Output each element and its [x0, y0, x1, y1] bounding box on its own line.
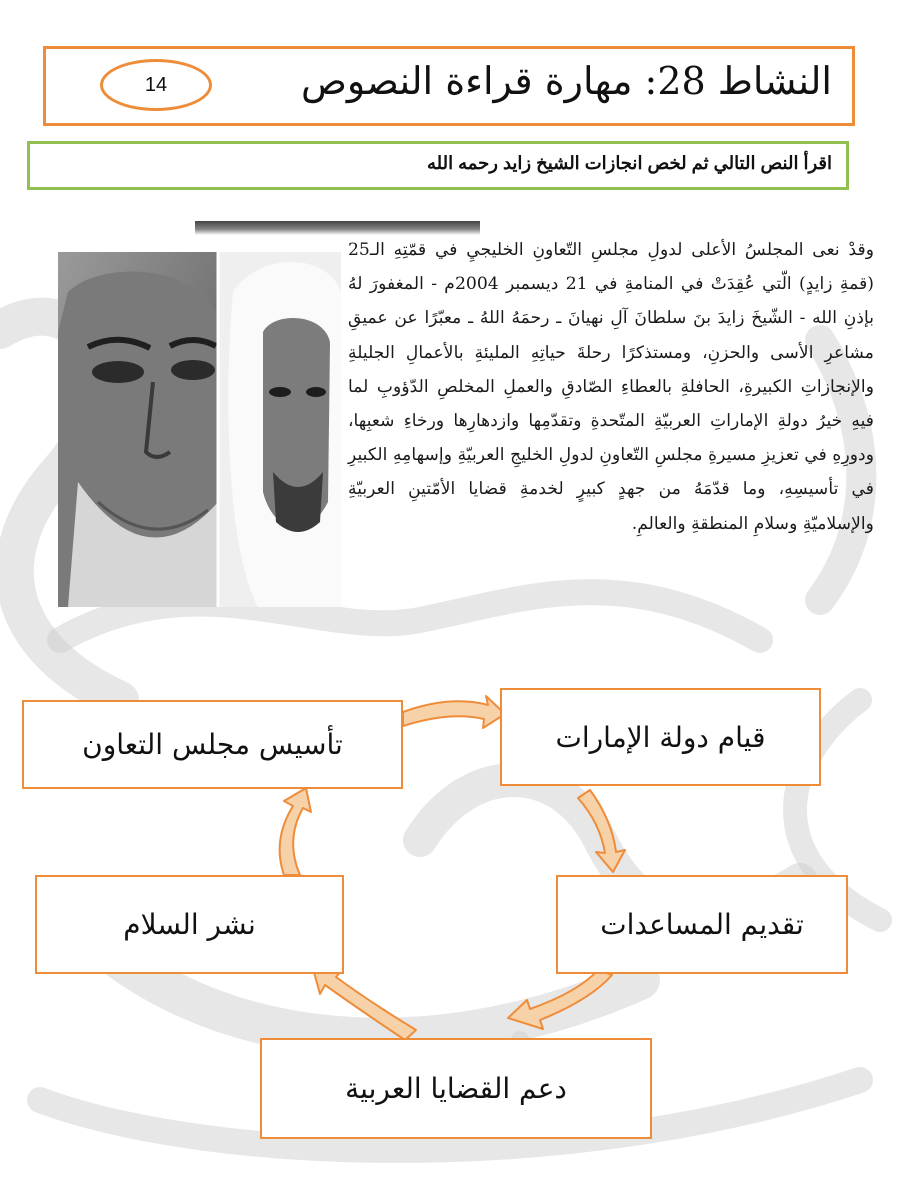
arrow-left-lower [312, 965, 416, 1040]
cycle-box-founding-gcc [22, 700, 403, 789]
cycle-box-supporting-arab-causes [260, 1038, 652, 1139]
cycle-label-uae-establishment: قيام دولة الإمارات [555, 720, 766, 754]
cycle-box-uae-establishment [500, 688, 821, 786]
instruction-text: اقرأ النص التالي ثم لخص انجازات الشيخ زايد رحمه الله [426, 153, 832, 173]
cycle-box-providing-aid [556, 875, 848, 974]
cycle-label-providing-aid: تقديم المساعدات [600, 908, 804, 941]
cycle-box-spreading-peace [35, 875, 344, 974]
arrow-right-lower [508, 970, 612, 1029]
reading-passage: وقدْ نعى المجلسُ الأعلى لدولِ مجلسِ التّعاونِ الخليجيِ في قمّتِهِ الـ25 (قمةِ زايدٍ) الّتي عُقِدَتْ في المنامةِ في 21 ديسمبر 2004م - المغفورَ لهُ بإذنِ الله - الشّيخَ زايدَ بنَ سلطانَ آلِ نهيانَ ـ رحمَهُ اللهُ ـ معبّرًا عن عميقِ مشاعرِ الأسى والحزنِ، ومستذكرًا رحلةَ حياتِهِ المليئةِ بالأعمالِ الجليلةِ والإنجازاتِ الكبيرةِ، الحافلةِ بالعطاءِ الصّادقِ والعملِ المخلصِ الدّؤوبِ لما فيهِ خيرُ دولةِ الإماراتِ العربيّةِ المتّحدةِ وتقدّمِها وازدهارِها ورخاءِ شعبِها، ودورِهِ في تعزيزِ مسيرةِ مجلسِ التّعاونِ لدولِ الخليجِ العربيّةِ وإسهامِهِ الكبيرِ في تأسيسِهِ، وما قدّمَهُ من جهدٍ كبيرٍ لخدمةِ قضايا الأمّتينِ العربيّةِ والإسلاميّةِ وسلامِ المنطقةِ والعالمِ. [348, 240, 874, 534]
cycle-label-spreading-peace: نشر السلام [123, 908, 256, 941]
arrow-right-upper [578, 790, 625, 872]
cycle-label-founding-gcc: تأسيس مجلس التعاون [82, 728, 343, 761]
cycle-label-supporting-arab-causes: دعم القضايا العربية [345, 1072, 567, 1105]
arrow-left-upper [280, 788, 311, 875]
page-number: 14 [144, 73, 168, 96]
arrow-top [403, 696, 505, 728]
activity-title: النشاط 28: مهارة قراءة النصوص [300, 59, 832, 103]
